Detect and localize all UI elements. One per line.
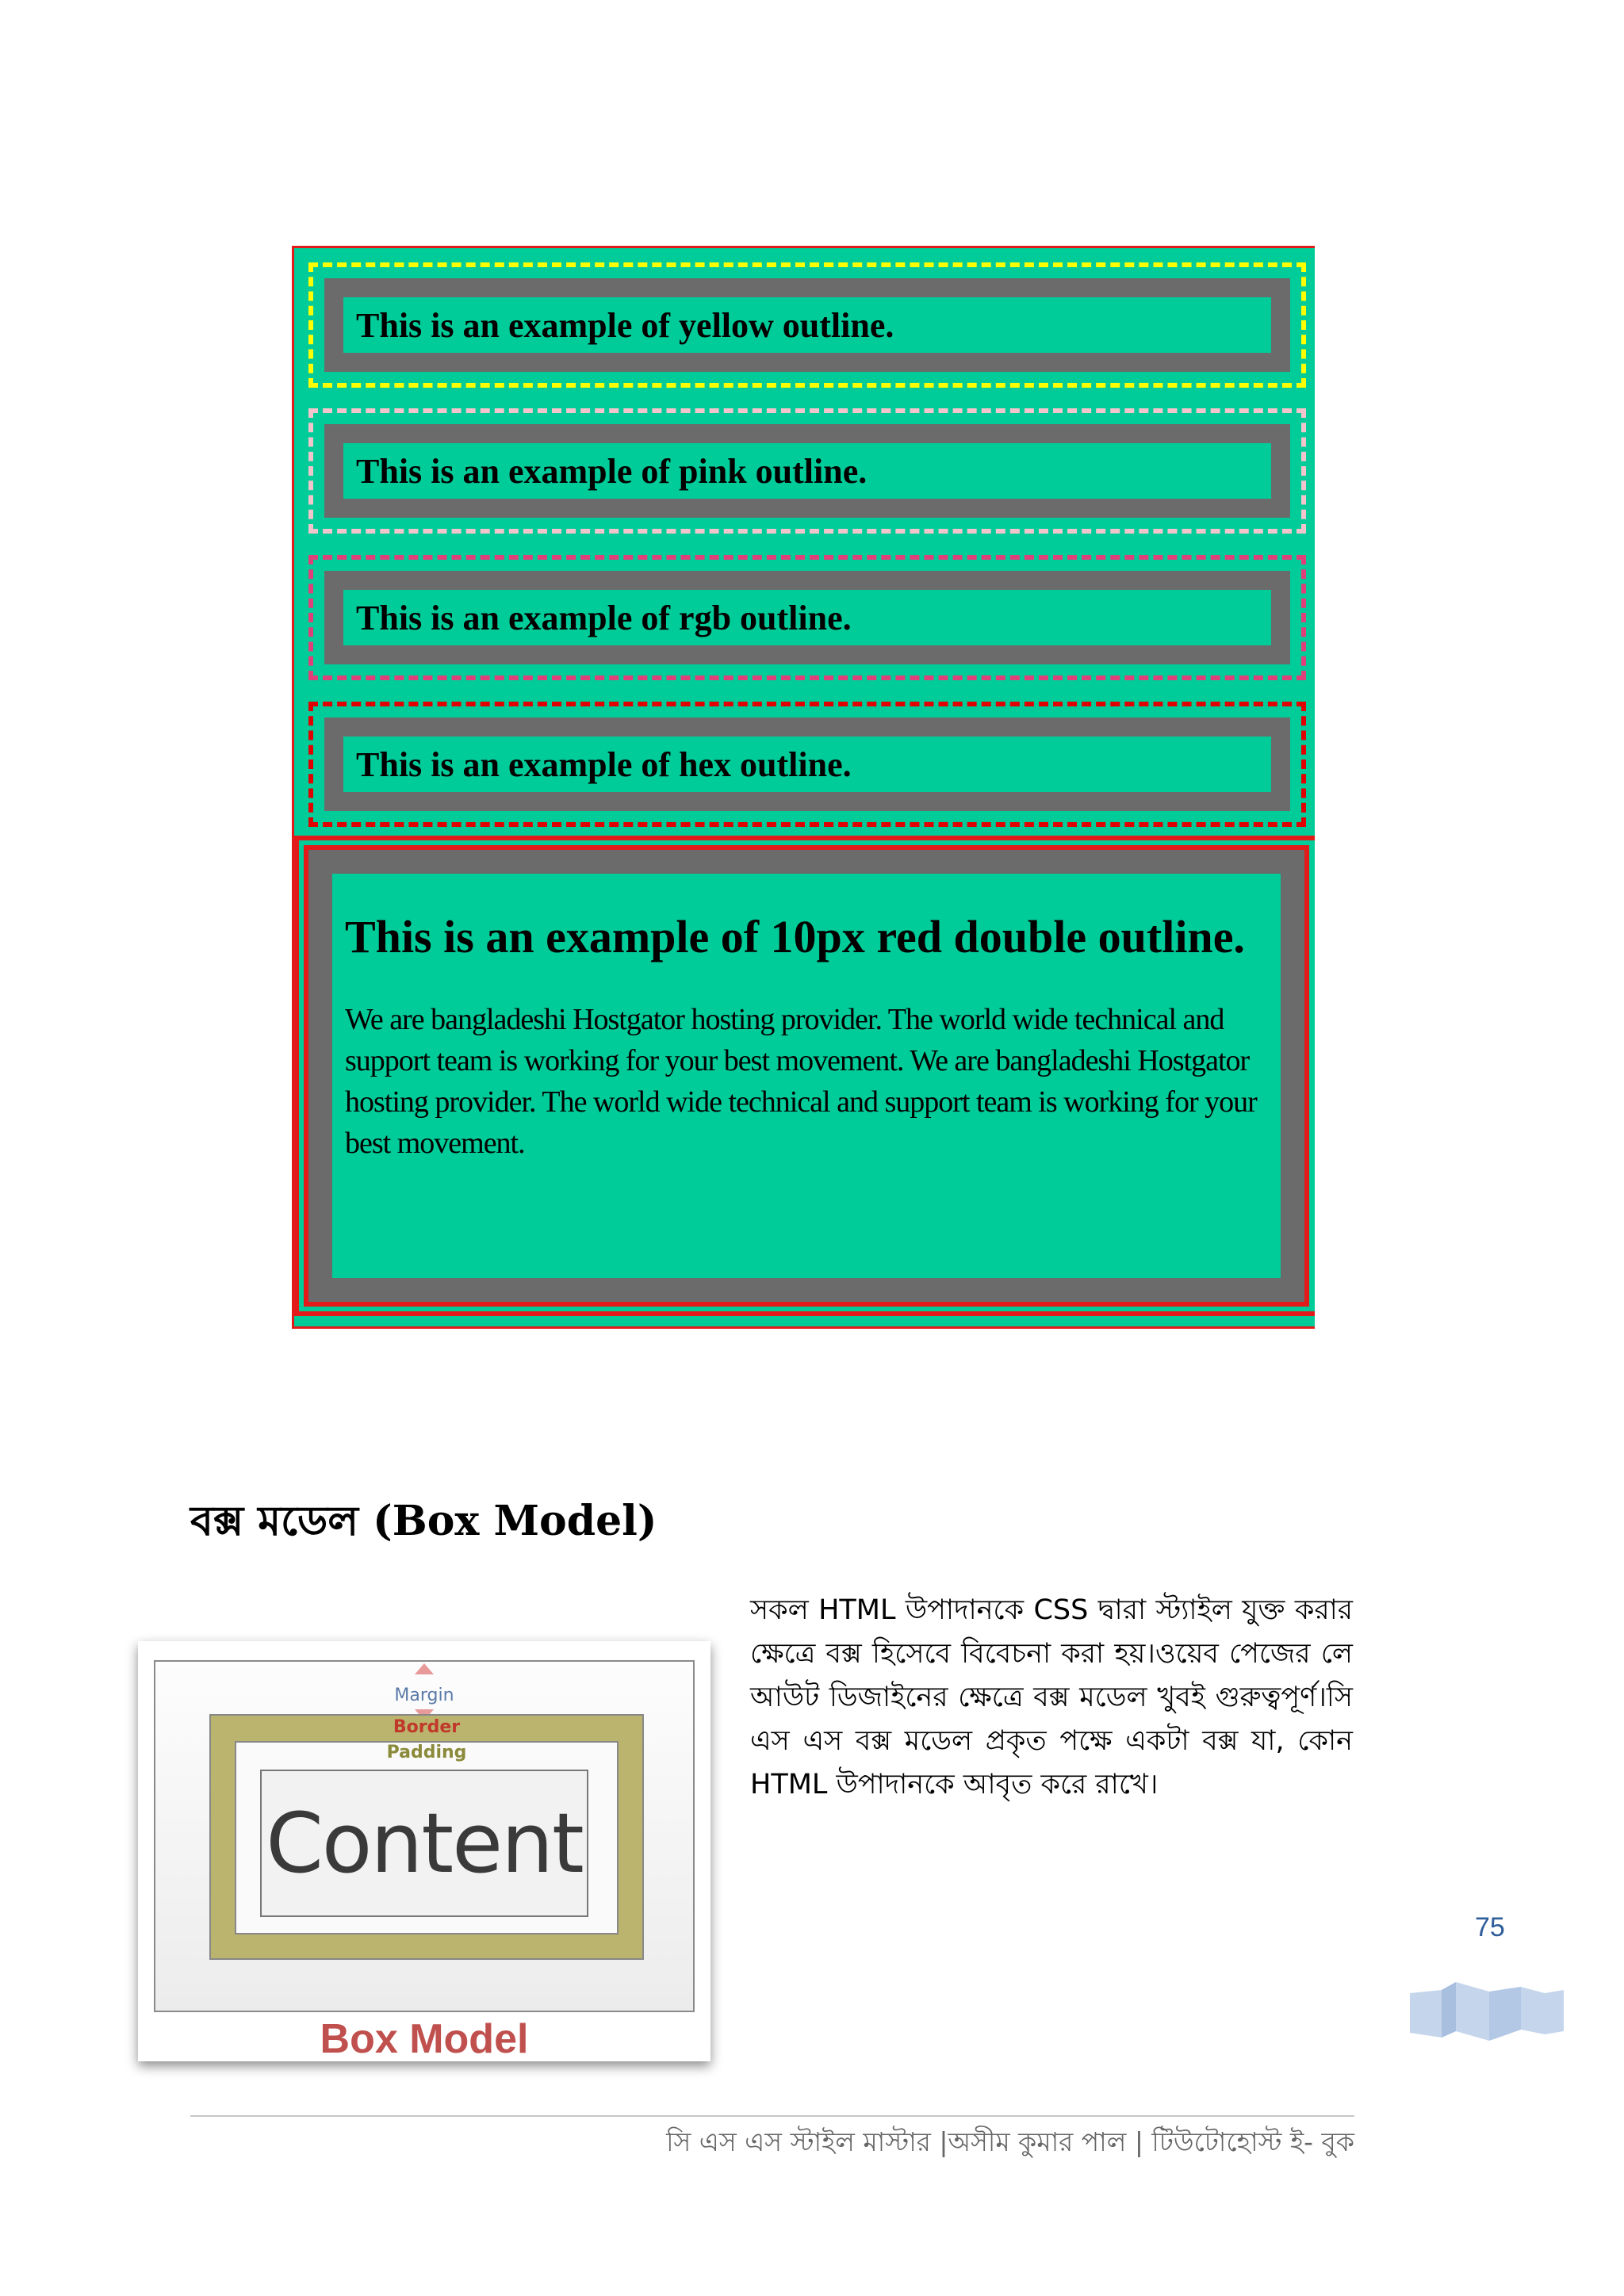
box-model-figure xyxy=(138,1641,710,2061)
body-paragraph: সকল HTML উপাদানকে CSS দ্বারা স্ট্যাইল যুক্ত করার ক্ষেত্রে বক্স হিসেবে বিবেচনা করা হয়।ওয়েব পেজের লে আউট ডিজাইনের ক্ষেত্রে বক্স মডেল খুবই গুরুত্বপূর্ণ।সি এস এস বক্স মডেল প্রকৃত পক্ষে একটা বক্স যা, কোন HTML উপাদানকে আবৃত করে রাখে। xyxy=(750,1594,1353,1800)
footer-divider xyxy=(190,2115,1354,2117)
gray-border-box xyxy=(324,424,1290,518)
footer-text: সি এস এস স্টাইল মাস্টার |অসীম কুমার পাল | টিউটোহোস্ট ই- বুক xyxy=(666,2126,1354,2157)
hex-outline-text: This is an example of hex outline. xyxy=(356,744,852,784)
gray-border-box xyxy=(324,571,1290,664)
section-heading: বক্স মডেল (Box Model) xyxy=(190,1497,657,1545)
double-outline-paragraph: We are bangladeshi Hostgator hosting provider. The world wide technical and support team is working for your best movement. We are bangladeshi Hostgator hosting provider. The world wide technical and support team is working for your best movement. xyxy=(345,1003,1257,1160)
pink-outline-text: This is an example of pink outline. xyxy=(356,451,868,491)
box-model-content-area xyxy=(260,1770,588,1917)
gray-border-box xyxy=(308,850,1304,1302)
content-label: Content xyxy=(266,1795,583,1892)
hex-outline-box xyxy=(308,702,1306,827)
rgb-outline-text: This is an example of rgb outline. xyxy=(356,598,852,637)
yellow-outline-text: This is an example of yellow outline. xyxy=(356,305,894,345)
arrow-up-icon xyxy=(415,1663,434,1674)
red-double-outline-box xyxy=(294,836,1315,1316)
box-model-padding-area xyxy=(235,1741,619,1934)
red-double-outline-inner xyxy=(304,845,1309,1307)
pink-outline-box xyxy=(308,408,1306,534)
double-outline-heading: This is an example of 10px red double outline. xyxy=(345,911,1245,962)
page-corner-decoration-icon xyxy=(1410,1982,1564,2041)
margin-label: Margin xyxy=(394,1686,454,1705)
box-model-border-area xyxy=(209,1714,644,1960)
yellow-outline-box xyxy=(308,262,1306,388)
rgb-outline-box xyxy=(308,555,1306,680)
padding-label: Padding xyxy=(386,1743,467,1762)
outline-demo-panel xyxy=(292,246,1315,1329)
gray-border-box xyxy=(324,278,1290,372)
box-model-margin-area xyxy=(154,1660,695,2012)
gray-border-box xyxy=(324,718,1290,811)
border-label: Border xyxy=(393,1717,461,1737)
box-model-caption: Box Model xyxy=(320,2016,529,2062)
page-number: 75 xyxy=(1475,1912,1505,1942)
